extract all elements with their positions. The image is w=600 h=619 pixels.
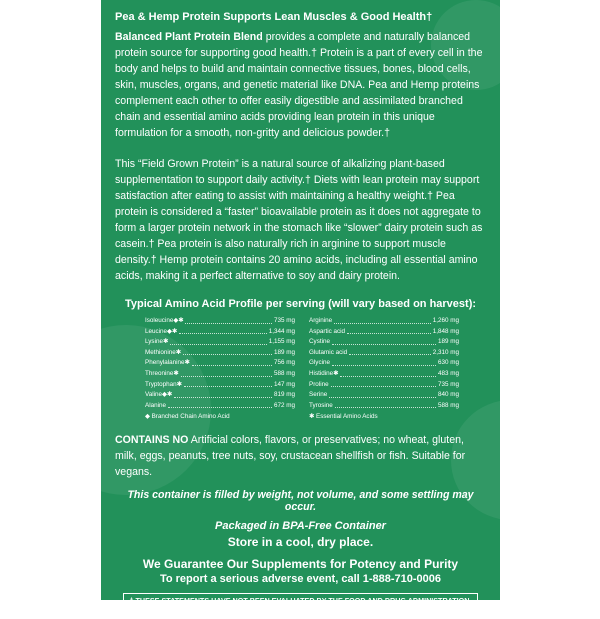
amino-name: Glutamic acid — [309, 348, 348, 356]
amino-row — [145, 401, 295, 412]
amino-value: 735 mg — [273, 317, 295, 324]
allergen-statement — [115, 432, 486, 480]
amino-row — [145, 327, 295, 338]
product-label-panel — [101, 0, 500, 616]
amino-value: 147 mg — [273, 380, 295, 388]
fda-disclaimer-box — [123, 593, 478, 619]
amino-name: Glycine — [309, 359, 330, 367]
contains-no-label: CONTAINS NO — [115, 434, 189, 447]
para1-text: provides a complete and naturally balanced protein source for supporting good health.† Protein is a part of every cell in the body and helps to build and maintain connective tissues, bones, blood cells, skin, muscles, organs, and genetic material like DNA. Pea and Hemp proteins complement each other to offer easily digestible and assimilated branched chain and essential amino acids providing lean protein in this unique formulation for a smooth, non-gritty and delicious powder.† — [115, 31, 483, 139]
amino-row — [309, 348, 459, 359]
amino-value: 1,155 mg — [268, 338, 295, 346]
amino-value: 756 mg — [273, 359, 295, 367]
amino-value: 1,260 mg — [432, 317, 459, 324]
amino-value: 630 mg — [437, 359, 459, 367]
legend-branched-chain: ◆ Branched Chain Amino Acid — [145, 413, 230, 421]
amino-name: Methionine✱ — [145, 348, 182, 356]
storage-note: Store in a cool, dry place. — [227, 535, 374, 550]
amino-value: 1,344 mg — [268, 327, 295, 335]
amino-name: Alanine — [145, 401, 167, 409]
amino-column-right — [309, 316, 459, 420]
amino-value: 189 mg — [437, 338, 459, 346]
amino-name: Tyrosine — [309, 401, 333, 409]
amino-name: Threonine✱ — [145, 369, 179, 377]
amino-name: Lysine✱ — [145, 338, 169, 346]
description-paragraph-1 — [115, 29, 486, 141]
amino-row — [145, 348, 295, 359]
amino-value: 840 mg — [437, 391, 459, 399]
label-heading: Pea & Hemp Protein Supports Lean Muscles & Good Health† — [115, 11, 433, 23]
disclaimer-line-1: † THESE STATEMENTS HAVE NOT BEEN EVALUATED BY THE FOOD AND DRUG ADMINISTRATION. — [129, 596, 472, 606]
amino-row — [309, 337, 459, 348]
amino-row — [145, 390, 295, 401]
allergen-text: Artificial colors, flavors, or preservatives; no wheat, gluten, milk, eggs, peanuts, tree nuts, soy, crustacean shellfish or fish. Suitable for vegans. — [115, 434, 466, 479]
amino-column-left — [145, 316, 295, 420]
amino-row — [309, 358, 459, 369]
packaging-note: Packaged in BPA-Free Container — [215, 520, 386, 533]
amino-value: 483 mg — [437, 369, 459, 377]
amino-name: Aspartic acid — [309, 327, 346, 335]
amino-value: 819 mg — [273, 391, 295, 399]
amino-value: 2,310 mg — [432, 348, 459, 356]
amino-value: 189 mg — [273, 348, 295, 356]
amino-name: Serine — [309, 391, 328, 399]
amino-name: Phenylalanine✱ — [145, 359, 190, 367]
adverse-event-line: To report a serious adverse event, call 1-888-710-0006 — [159, 573, 442, 586]
amino-value: 588 mg — [437, 401, 459, 409]
amino-row — [145, 337, 295, 348]
amino-row — [309, 316, 459, 327]
amino-name: Tryptophan✱ — [145, 380, 182, 388]
amino-value: 1,848 mg — [432, 327, 459, 335]
amino-value: 588 mg — [273, 369, 295, 377]
amino-name: Histidine✱ — [309, 369, 339, 377]
amino-name: Cystine — [309, 338, 330, 346]
amino-row — [309, 380, 459, 391]
amino-name: Arginine — [309, 317, 333, 324]
amino-name: Isoleucine◆✱ — [145, 317, 184, 324]
legend-essential: ✱ Essential Amino Acids — [309, 413, 378, 421]
blend-name: Balanced Plant Protein Blend — [115, 31, 263, 43]
amino-row — [145, 358, 295, 369]
guarantee-statement: We Guarantee Our Supplements for Potency and Purity — [142, 557, 459, 572]
amino-row — [309, 390, 459, 401]
amino-value: 672 mg — [273, 401, 295, 409]
amino-row — [145, 369, 295, 380]
description-paragraph-2: This “Field Grown Protein” is a natural source of alkalizing plant-based supplementation to support daily activity.† Diets with lean protein may support satisfaction after eating to assist with maintaining a healthy weight.† Pea protein is considered a “faster” bioavailable protein as it does not aggregate to form a larger protein network in the stomach like “slower” dairy protein such as casein.† Pea protein is also naturally rich in arginine to support muscle density.† Hemp protein contains 20 amino acids, including all essential amino acids, making it a perfect alternative to soy and dairy protein. — [115, 158, 483, 282]
amino-acid-table — [115, 316, 486, 420]
amino-row — [309, 327, 459, 338]
amino-name: Valine◆✱ — [145, 391, 173, 399]
disclaimer-line-2: THIS PRODUCT IS NOT INTENDED TO DIAGNOSE, TREAT, CURE, OR PREVENT ANY DISEASE. — [138, 606, 463, 616]
amino-name: Leucine◆✱ — [145, 327, 178, 335]
amino-row — [309, 401, 459, 412]
amino-value: 735 mg — [437, 380, 459, 388]
amino-row — [145, 316, 295, 327]
amino-row — [145, 380, 295, 391]
amino-name: Proline — [309, 380, 329, 388]
amino-profile-title: Typical Amino Acid Profile per serving (will vary based on harvest): — [124, 298, 477, 310]
fill-note: This container is filled by weight, not volume, and some settling may occur. — [127, 489, 474, 514]
amino-row — [309, 369, 459, 380]
